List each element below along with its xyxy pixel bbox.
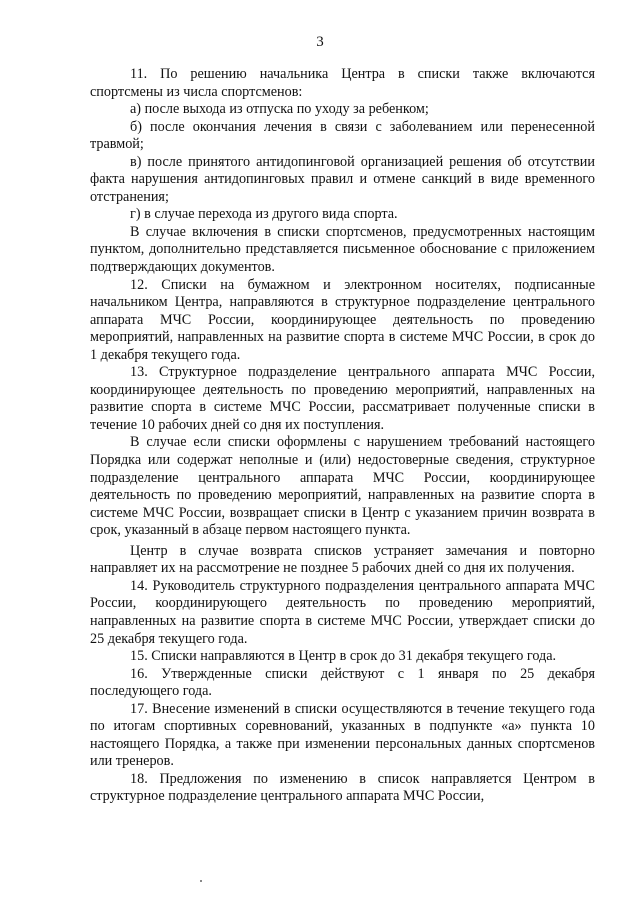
item-a: а) после выхода из отпуска по уходу за ребенком; [130,101,429,118]
paragraph-16: 16. Утвержденные списки действуют с 1 января по 25 декабря последующего года. [90,665,595,700]
page-number: 3 [316,34,324,50]
document-body [90,66,595,806]
paragraph-14: 14. Руководитель структурного подразделения центрального аппарата МЧС России, координирующего деятельность по проведению мероприятий, направленных на развитие спорта в системе МЧС России, утверждает списки до 25 декабря текущего года. [90,577,595,647]
paragraph-13-return: В случае если списки оформлены с нарушением требований настоящего Порядка или содержат неполные и (или) недостоверные сведения, структурное подразделение центрального аппарата МЧС России, координирующее деятельность по проведению мероприятий, направленных на развитие спорта в системе МЧС России, возвращает списки в Центр с указанием причин возврата в срок, указанный в абзаце первом настоящего пункта. [90,434,595,539]
scan-speck [200,880,202,882]
paragraph-11: 11. По решению начальника Центра в списки также включаются спортсмены из числа спортсменов: [90,66,595,100]
paragraph-17: 17. Внесение изменений в списки осуществляются в течение текущего года по итогам спортивных соревнований, указанных в подпункте «а» пункта 10 настоящего Порядка, а также при изменении персональных данных спортсменов или тренеров. [90,700,595,770]
paragraph-15: 15. Списки направляются в Центр в срок до 31 декабря текущего года. [130,648,557,665]
item-v: в) после принятого антидопинговой организацией решения об отсутствии факта нарушения антидопинговых правил и отмене санкций в виде временного отстранения; [90,153,595,205]
paragraph-13-resubmit: Центр в случае возврата списков устраняет замечания и повторно направляет их на рассмотрение не позднее 5 рабочих дней со дня их получения. [90,542,595,577]
paragraph-18: 18. Предложения по изменению в список направляется Центром в структурное подразделение центрального аппарата МЧС России, [90,770,595,805]
item-b: б) после окончания лечения в связи с заболеванием или перенесенной травмой; [90,118,595,153]
paragraph-13: 13. Структурное подразделение центрального аппарата МЧС России, координирующее деятельность по проведению мероприятий, направленных на развитие спорта в системе МЧС России, рассматривает полученные списки в течение 10 рабочих дней со дня их поступления. [90,364,595,433]
item-g: г) в случае перехода из другого вида спорта. [130,206,398,223]
paragraph-12: 12. Списки на бумажном и электронном носителях, подписанные начальником Центра, направляются в структурное подразделение центрального аппарата МЧС России, координирующее деятельность по проведению мероприятий, направленных на развитие спорта в системе МЧС России, в срок до 1 декабря текущего года. [90,276,595,363]
paragraph-11-note: В случае включения в списки спортсменов, предусмотренных настоящим пунктом, дополнительно представляется письменное обоснование с приложением подтверждающих документов. [90,223,595,276]
